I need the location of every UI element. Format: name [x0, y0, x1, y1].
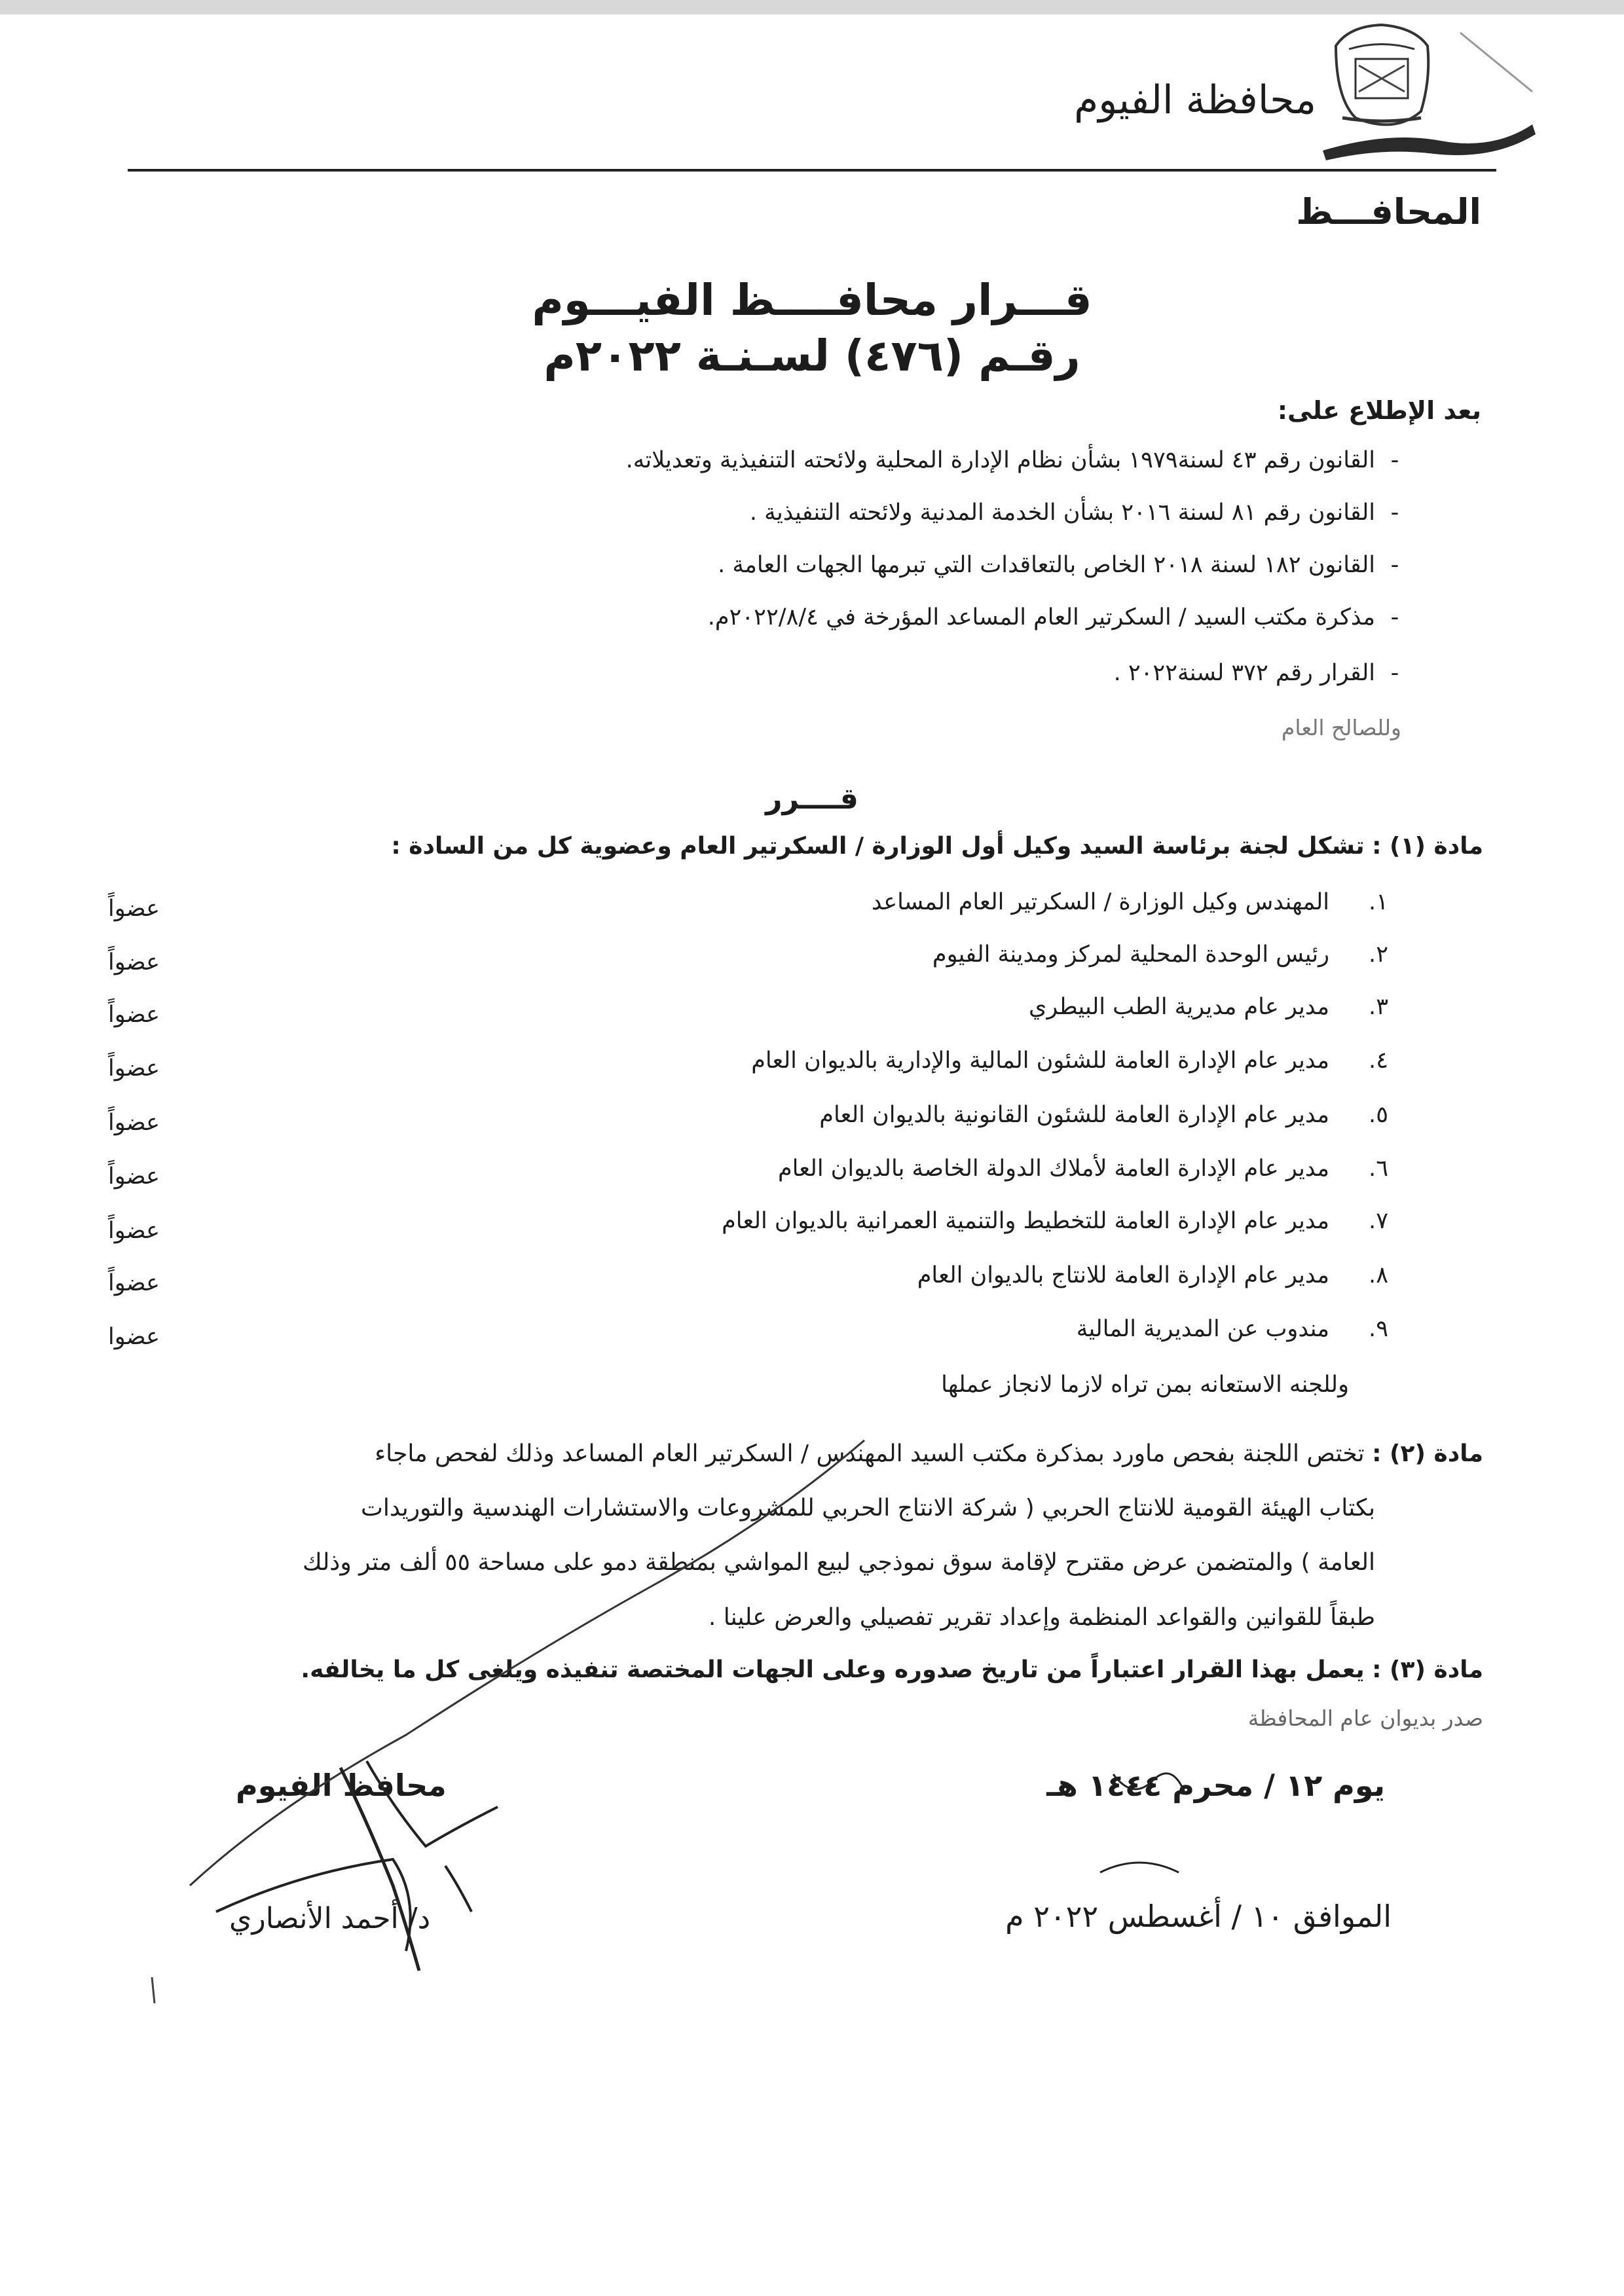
member-role: عضواً — [108, 949, 160, 975]
member-role: عضوا — [108, 1324, 160, 1350]
member-item: ١.المهندس وكيل الوزارة / السكرتير العام المساعد — [871, 889, 1388, 915]
article-3-text: يعمل بهذا القرار اعتباراً من تاريخ صدوره وعلى الجهات المختصة تنفيذه ويلغى كل ما يخالفه. — [301, 1656, 1365, 1683]
article-2-line-3: العامة ) والمتضمن عرض مقترح لإقامة سوق نموذجي لبيع المواشي بمنطقة دمو على مساحة ٥٥ ألف متر وذلك — [302, 1549, 1375, 1576]
member-role: عضواً — [108, 1055, 160, 1082]
member-item: ٢.رئيس الوحدة المحلية لمركز ومدينة الفيوم — [932, 941, 1388, 968]
member-role: عضواً — [108, 1110, 160, 1136]
committee-support-note: وللجنه الاستعانه بمن تراه لازما لانجاز عملها — [941, 1372, 1349, 1398]
preamble-item: -القانون ١٨٢ لسنة ٢٠١٨ الخاص بالتعاقدات التي تبرمها الجهات العامة . — [718, 552, 1399, 578]
signatory-name: د/ أحمد الأنصاري — [229, 1902, 431, 1935]
public-interest: وللصالح العام — [1281, 715, 1401, 740]
governorate-name: محافظة الفيوم — [1074, 77, 1316, 123]
preamble-item: -مذكرة مكتب السيد / السكرتير العام المساعد المؤرخة في ٢٠٢٢/٨/٤م. — [707, 604, 1399, 630]
member-role: عضواً — [108, 896, 160, 922]
member-item: ٥.مدير عام الإدارة العامة للشئون القانونية بالديوان العام — [819, 1102, 1388, 1128]
preamble-intro: بعد الإطلاع على: — [1277, 396, 1481, 425]
member-item: ٨.مدير عام الإدارة العامة للانتاج بالديوان العام — [917, 1262, 1388, 1288]
member-item: ٩.مندوب عن المديرية المالية — [1076, 1316, 1388, 1342]
preamble-item: -القرار رقم ٣٧٢ لسنة٢٠٢٢ . — [1113, 660, 1399, 686]
article-2-line-1: مادة (٢) : تختص اللجنة بفحص ماورد بمذكرة مكتب السيد المهندس / السكرتير العام المساعد وذلك لفحص ماجاء — [375, 1440, 1483, 1467]
article-3-label: مادة (٣) : — [1372, 1656, 1483, 1683]
article-1-label: مادة (١) : — [1372, 833, 1483, 860]
member-role: عضواً — [108, 1002, 160, 1028]
member-item: ٣.مدير عام مديرية الطب البيطري — [1029, 994, 1388, 1020]
signatory-title: محافظ الفيوم — [236, 1768, 447, 1803]
decree-number: رقـم (٤٧٦) لسـنـة ٢٠٢٢م — [544, 331, 1080, 381]
article-2-line-4: طبقاً للقوانين والقواعد المنظمة وإعداد تقرير تفصيلي والعرض علينا . — [708, 1604, 1375, 1631]
member-item: ٤.مدير عام الإدارة العامة للشئون المالية والإدارية بالديوان العام — [751, 1048, 1388, 1074]
hijri-date: يوم ١٢ / محرم ١٤٤٤ هـ — [1046, 1768, 1385, 1803]
decree-title: قـــرار محافــــظ الفيـــوم — [532, 275, 1092, 325]
office-title: المحافـــظ — [1296, 191, 1481, 232]
article-1-text: تشكل لجنة برئاسة السيد وكيل أول الوزارة / السكرتير العام وعضوية كل من السادة : — [391, 833, 1365, 860]
member-role: عضواً — [108, 1163, 160, 1190]
member-item: ٧.مدير عام الإدارة العامة للتخطيط والتنمية العمرانية بالديوان العام — [722, 1208, 1388, 1234]
member-role: عضواً — [108, 1270, 160, 1296]
article-2-line-2: بكتاب الهيئة القومية للانتاج الحربي ( شركة الانتاج الحربي للمشروعات والاستشارات الهندسية والتوريدات — [360, 1495, 1375, 1522]
member-role: عضواً — [108, 1218, 160, 1244]
decided-heading: قــــرر — [766, 782, 858, 816]
issued-at: صدر بديوان عام المحافظة — [1247, 1705, 1483, 1731]
member-item: ٦.مدير عام الإدارة العامة لأملاك الدولة الخاصة بالديوان العام — [777, 1156, 1388, 1182]
gregorian-date: الموافق ١٠ / أغسطس ٢٠٢٢ م — [1005, 1899, 1392, 1934]
article-2-label: مادة (٢) : — [1372, 1440, 1483, 1467]
preamble-item: -القانون رقم ٨١ لسنة ٢٠١٦ بشأن الخدمة المدنية ولائحته التنفيذية . — [749, 500, 1399, 526]
preamble-item: -القانون رقم ٤٣ لسنة١٩٧٩ بشأن نظام الإدارة المحلية ولائحته التنفيذية وتعديلاته. — [625, 447, 1399, 473]
